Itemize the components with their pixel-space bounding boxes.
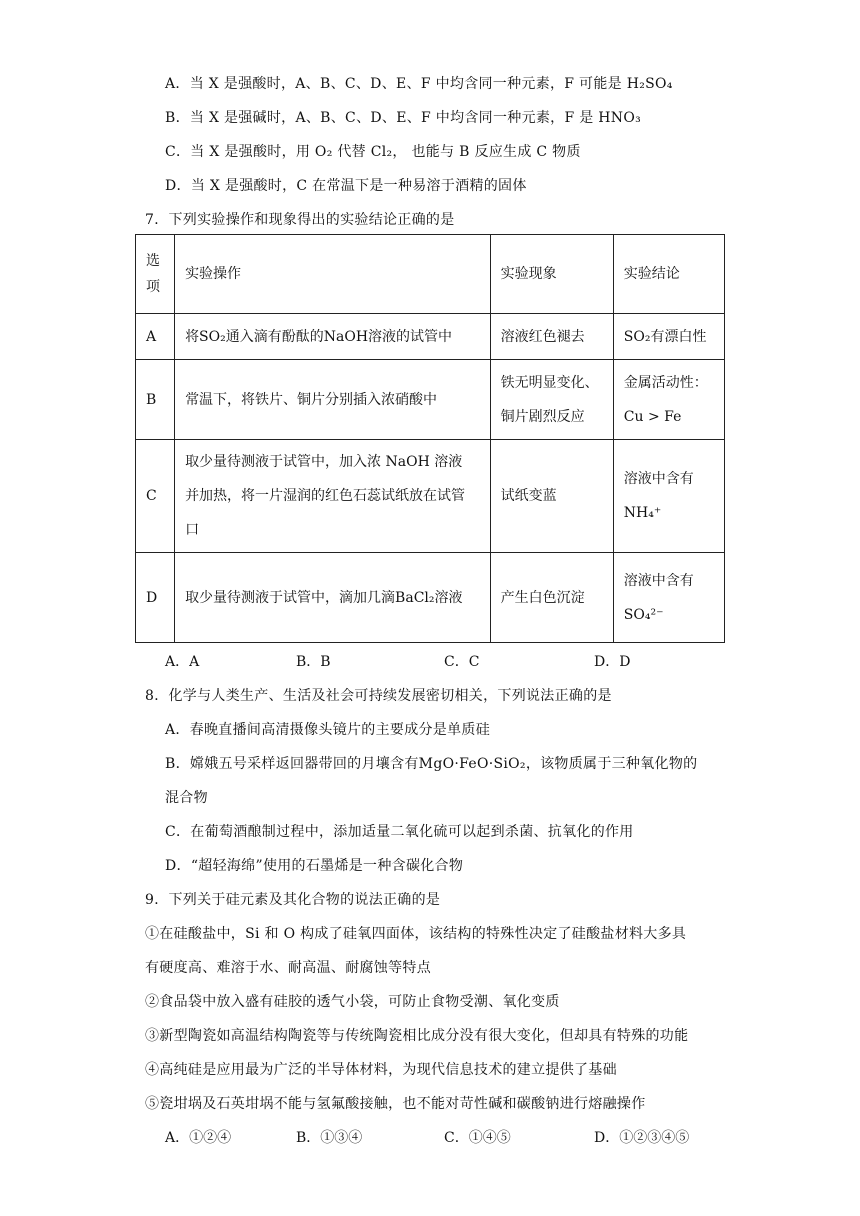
q9-item-1-cont: 有硬度高、难溶于水、耐高温、耐腐蚀等特点 (145, 960, 431, 976)
table-row (136, 360, 725, 440)
q9-item-1: ①在硅酸盐中，Si 和 O 构成了硅氧四面体，该结构的特殊性决定了硅酸盐材料大多具 (145, 926, 687, 942)
q9-answer-c: C．①④⑤ (444, 1130, 511, 1146)
q8-option-b-cont: 混合物 (165, 790, 208, 806)
row-conclusion: SO₂有漂白性 (613, 314, 724, 360)
q9-answer-a: A．①②④ (165, 1130, 232, 1146)
operation-line: 并加热，将一片湿润的红色石蕊试纸放在试管 (185, 488, 466, 504)
header-option (136, 235, 175, 314)
phenomenon-line: 铁无明显变化、 (500, 374, 599, 391)
q8-option-a: A．春晚直播间高清摄像头镜片的主要成分是单质硅 (165, 722, 491, 738)
row-option: D (136, 553, 175, 643)
header-option-text: 选项 (146, 253, 160, 295)
conclusion-line: 溶液中含有 (623, 471, 694, 487)
row-conclusion (613, 553, 724, 643)
q7-answer-a: A．A (165, 654, 200, 670)
row-operation: 取少量待测液于试管中，滴加几滴BaCl₂溶液 (175, 553, 491, 643)
q8-stem: 8．化学与人类生产、生活及社会可持续发展密切相关，下列说法正确的是 (145, 688, 612, 704)
header-phenomenon: 实验现象 (490, 235, 613, 314)
q7-answer-c: C．C (444, 654, 480, 670)
conclusion-line: Cu > Fe (623, 408, 682, 425)
q7-stem: 7．下列实验操作和现象得出的实验结论正确的是 (145, 212, 455, 228)
table-row (136, 314, 725, 360)
table-row (136, 553, 725, 643)
q7-answer-b: B．B (296, 654, 331, 670)
q9-item-4: ④高纯硅是应用最为广泛的半导体材料，为现代信息技术的建立提供了基础 (145, 1062, 617, 1078)
table-row (136, 440, 725, 553)
header-operation: 实验操作 (175, 235, 491, 314)
operation-line: 取少量待测液于试管中，加入浓 NaOH 溶液 (185, 454, 463, 470)
q7-answer-d: D．D (594, 654, 631, 670)
q9-answer-b: B．①③④ (296, 1130, 363, 1146)
experiment-table (135, 234, 725, 643)
row-option: B (136, 360, 175, 440)
q9-item-5: ⑤瓷坩埚及石英坩埚不能与氢氟酸接触，也不能对苛性碱和碳酸钠进行熔融操作 (145, 1096, 646, 1112)
conclusion-line: 溶液中含有 (623, 572, 694, 589)
q9-stem: 9．下列关于硅元素及其化合物的说法正确的是 (145, 892, 441, 908)
conclusion-line: 金属活动性： (623, 374, 708, 391)
row-phenomenon (490, 360, 613, 440)
header-conclusion: 实验结论 (613, 235, 724, 314)
q9-answer-d: D．①②③④⑤ (594, 1130, 690, 1146)
row-option: A (136, 314, 175, 360)
q8-option-c: C．在葡萄酒酿制过程中，添加适量二氧化硫可以起到杀菌、抗氧化的作用 (165, 824, 634, 840)
row-phenomenon: 试纸变蓝 (490, 440, 613, 553)
table-header-row (136, 235, 725, 314)
q8-option-b: B．嫦娥五号采样返回器带回的月壤含有MgO·FeO·SiO₂，该物质属于三种氧化物的 (165, 756, 698, 772)
q6-option-b: B．当 X 是强碱时，A、B、C、D、E、F 中均含同一种元素，F 是 HNO₃ (165, 110, 642, 126)
operation-line: 口 (185, 522, 200, 538)
q9-item-2: ②食品袋中放入盛有硅胶的透气小袋，可防止食物受潮、氧化变质 (145, 994, 560, 1010)
conclusion-line: NH₄⁺ (623, 505, 662, 521)
row-option: C (136, 440, 175, 553)
row-operation (175, 440, 491, 553)
row-operation: 将SO₂通入滴有酚酞的NaOH溶液的试管中 (175, 314, 491, 360)
q6-option-d: D．当 X 是强酸时，C 在常温下是一种易溶于酒精的固体 (165, 178, 527, 194)
row-conclusion (613, 440, 724, 553)
q6-option-c: C．当 X 是强酸时，用 O₂ 代替 Cl₂， 也能与 B 反应生成 C 物质 (165, 144, 581, 160)
q9-item-3: ③新型陶瓷如高温结构陶瓷等与传统陶瓷相比成分没有很大变化，但却具有特殊的功能 (145, 1028, 689, 1044)
q6-option-a: A．当 X 是强酸时，A、B、C、D、E、F 中均含同一种元素，F 可能是 H₂SO₄ (165, 76, 673, 92)
phenomenon-line: 铜片剧烈反应 (500, 408, 585, 425)
q8-option-d: D．“超轻海绵”使用的石墨烯是一种含碳化合物 (165, 858, 464, 874)
conclusion-line: SO₄²⁻ (623, 606, 664, 623)
row-conclusion (613, 360, 724, 440)
row-phenomenon: 溶液红色褪去 (490, 314, 613, 360)
row-operation: 常温下，将铁片、铜片分别插入浓硝酸中 (175, 360, 491, 440)
row-phenomenon: 产生白色沉淀 (490, 553, 613, 643)
